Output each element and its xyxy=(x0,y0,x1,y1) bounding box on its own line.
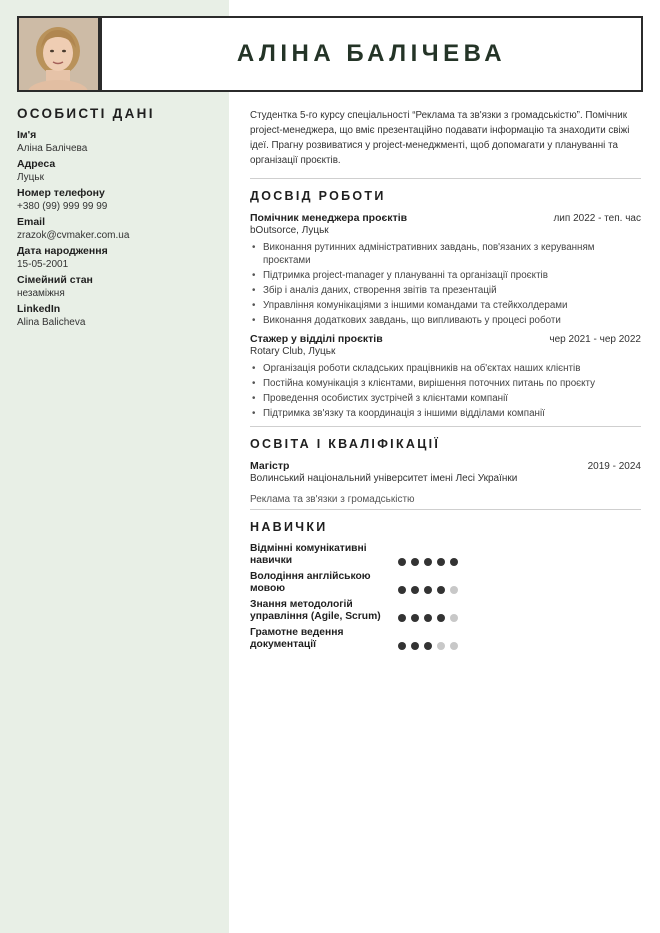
skill-row xyxy=(250,543,641,567)
field-value: Аліна Балічева xyxy=(17,143,88,154)
skill-rating xyxy=(398,614,458,622)
job-title: Помічник менеджера проєктів xyxy=(250,212,408,224)
field-value: незаміжня xyxy=(17,288,65,299)
skills-section xyxy=(250,520,641,651)
section-divider xyxy=(250,426,641,427)
field-label: LinkedIn xyxy=(17,303,61,315)
field-label: Номер телефону xyxy=(17,187,105,199)
duty-item: • Підтримка project-manager у плануванні та організації проєктів xyxy=(250,269,641,282)
full-name: АЛІНА БАЛІЧЕВА xyxy=(236,40,507,67)
duty-item: • Підтримка зв'язку та координація з іншими відділами компанії xyxy=(250,407,641,420)
field-label: Дата народження xyxy=(17,245,108,257)
rating-dot-filled xyxy=(437,586,445,594)
skill-name: Володіння англійською мовою xyxy=(250,571,371,594)
experience-title: ДОСВІД РОБОТИ xyxy=(250,189,386,203)
job-duties xyxy=(250,362,641,420)
personal-field-marital-status xyxy=(17,274,217,300)
field-value[interactable]: zrazok@cvmaker.com.ua xyxy=(17,230,130,241)
rating-dot-filled xyxy=(398,614,406,622)
rating-dot-filled xyxy=(411,614,419,622)
personal-details-section xyxy=(17,106,217,332)
skill-row xyxy=(250,627,641,651)
duty-item: • Збір і аналіз даних, створення звітів та презентацій xyxy=(250,284,641,297)
duty-item: • Проведення особистих зустрічей з клієнтами компанії xyxy=(250,392,641,405)
rating-dot-filled xyxy=(437,558,445,566)
rating-dot-filled xyxy=(411,586,419,594)
skills-title: НАВИЧКИ xyxy=(250,520,328,534)
duty-item: • Виконання рутинних адміністративних завдань, пов'язаних з керуванням проєктами xyxy=(250,241,641,267)
field-label: Сімейний стан xyxy=(17,274,93,286)
personal-field-email xyxy=(17,216,217,242)
rating-dot-empty xyxy=(437,642,445,650)
job-date: лип 2022 - теп. час xyxy=(553,213,641,224)
degree: Магістр xyxy=(250,460,290,472)
name-header xyxy=(100,16,643,92)
rating-dot-empty xyxy=(450,642,458,650)
field-value: +380 (99) 999 99 99 xyxy=(17,201,108,212)
skill-name: Знання методологій управління (Agile, Scrum) xyxy=(250,599,381,622)
skill-row xyxy=(250,599,641,623)
job-date: чер 2021 - чер 2022 xyxy=(549,334,641,345)
education-date: 2019 - 2024 xyxy=(587,461,641,472)
profile-photo xyxy=(17,16,100,92)
personal-field-phone xyxy=(17,187,217,213)
rating-dot-empty xyxy=(450,614,458,622)
duty-item: • Організація роботи складських працівників на об'єктах наших клієнтів xyxy=(250,362,641,375)
section-divider xyxy=(250,178,641,179)
rating-dot-filled xyxy=(398,558,406,566)
field-value[interactable]: Alina Balicheva xyxy=(17,317,86,328)
rating-dot-filled xyxy=(411,558,419,566)
section-divider xyxy=(250,509,641,510)
rating-dot-filled xyxy=(437,614,445,622)
rating-dot-empty xyxy=(450,586,458,594)
personal-details-title: ОСОБИСТІ ДАНІ xyxy=(17,106,155,121)
field-label: Адреса xyxy=(17,158,56,170)
field-value: Луцьк xyxy=(17,172,44,183)
rating-dot-filled xyxy=(411,642,419,650)
portrait-image xyxy=(19,18,98,90)
rating-dot-filled xyxy=(398,642,406,650)
job-company: Rotary Club, Луцьк xyxy=(250,346,336,357)
job-company: bOutsorce, Луцьк xyxy=(250,225,329,236)
skill-row xyxy=(250,571,641,595)
rating-dot-filled xyxy=(424,614,432,622)
personal-field-name xyxy=(17,129,217,155)
skill-rating xyxy=(398,642,458,650)
school-name: Волинський національний університет імені Лесі Українки xyxy=(250,473,518,484)
field-value: 15-05-2001 xyxy=(17,259,69,270)
field-label: Email xyxy=(17,216,46,228)
rating-dot-filled xyxy=(450,558,458,566)
profile-summary: Студентка 5-го курсу спеціальності “Реклама та зв'язки з громадськістю”. Помічник project-менеджера, що вміє презентаційно подавати інформацію та знаходити свіжі ідеї. Прагну розвиватися у project-менеджменті, щоб допомагати у плануванні та організації проєктів. xyxy=(250,110,630,166)
job-duties xyxy=(250,241,641,327)
experience-section xyxy=(250,189,641,420)
skill-name: Грамотне ведення документації xyxy=(250,627,344,650)
duty-item: • Постійна комунікація з клієнтами, вирішення поточних питань по проєкту xyxy=(250,377,641,390)
rating-dot-filled xyxy=(424,586,432,594)
personal-field-address xyxy=(17,158,217,184)
education-title: ОСВІТА І КВАЛІФІКАЦІЇ xyxy=(250,437,441,451)
personal-field-birthdate xyxy=(17,245,217,271)
rating-dot-filled xyxy=(398,586,406,594)
job-title: Стажер у відділі проєктів xyxy=(250,333,383,345)
duty-item: • Виконання додаткових завдань, що випливають у процесі роботи xyxy=(250,314,641,327)
duty-item: • Управління комунікаціями з іншими командами та стейкхолдерами xyxy=(250,299,641,312)
job-entry xyxy=(250,333,641,420)
education-section xyxy=(250,437,641,505)
rating-dot-filled xyxy=(424,642,432,650)
main-content xyxy=(250,108,641,655)
field-of-study: Реклама та зв'язки з громадськістю xyxy=(250,494,415,505)
skill-rating xyxy=(398,558,458,566)
skill-rating xyxy=(398,586,458,594)
job-entry xyxy=(250,212,641,327)
rating-dot-filled xyxy=(424,558,432,566)
skill-name: Відмінні комунікативні навички xyxy=(250,543,367,566)
field-label: Ім'я xyxy=(17,129,37,141)
personal-field-linkedin xyxy=(17,303,217,329)
